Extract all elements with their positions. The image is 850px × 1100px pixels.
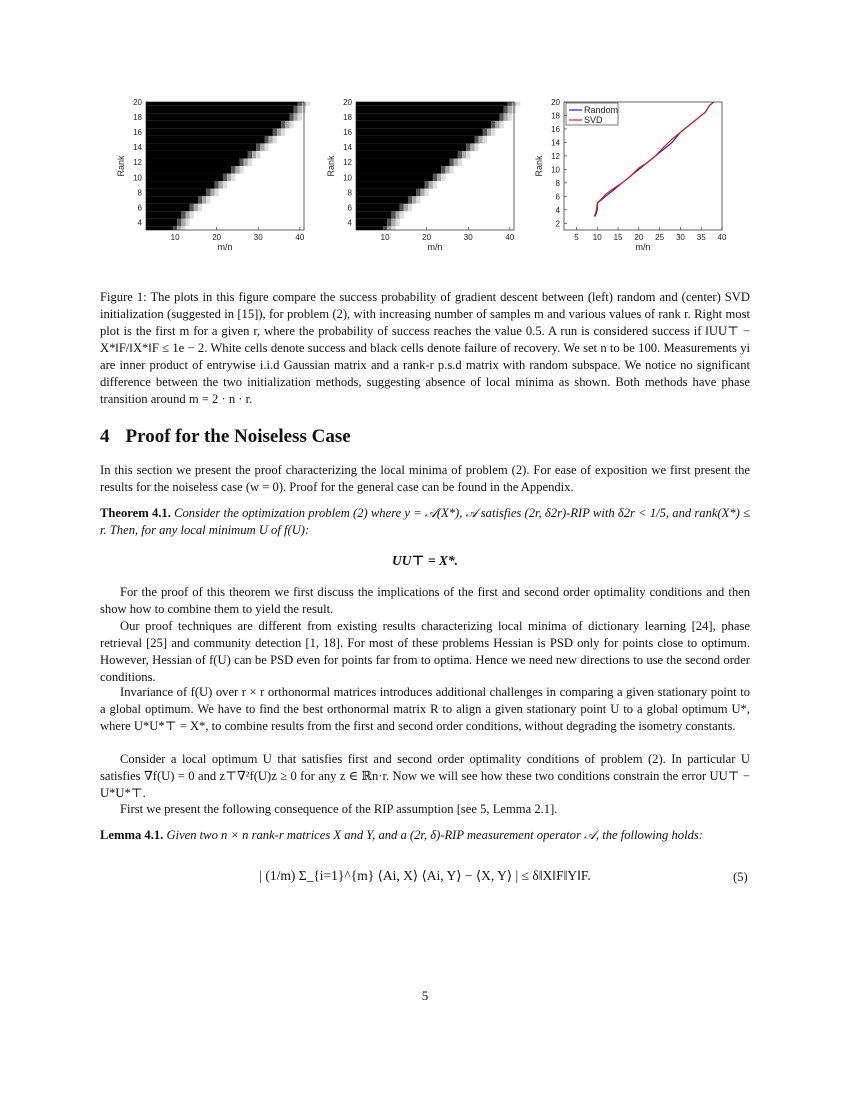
x-tick-label: 35 — [696, 233, 706, 242]
x-tick-label: 40 — [717, 233, 727, 242]
x-tick-label: 20 — [634, 233, 644, 242]
transition-cell — [273, 136, 277, 144]
transition-cell — [215, 181, 219, 189]
heatmap-svd-panel — [322, 96, 527, 261]
transition-cell — [408, 196, 412, 204]
transition-cell — [298, 113, 302, 121]
transition-cell — [244, 158, 248, 166]
failure-cell-row — [356, 226, 383, 230]
transition-cell — [400, 211, 404, 219]
x-tick-label: 20 — [212, 233, 222, 242]
transition-cell — [483, 136, 487, 144]
theorem-equation: UU⊤ = X*. — [391, 553, 459, 568]
failure-cell-row — [146, 113, 289, 121]
transition-cell — [391, 226, 395, 230]
transition-cell — [412, 196, 416, 204]
x-tick-label: 10 — [592, 233, 602, 242]
section-title: Proof for the Noiseless Case — [125, 426, 351, 447]
legend-label: Random — [584, 105, 619, 115]
y-axis-label: Rank — [326, 155, 336, 177]
transition-cell — [177, 226, 181, 230]
failure-cell-row — [356, 102, 508, 106]
transition-cell — [206, 189, 210, 197]
transition-cell — [281, 121, 285, 129]
transition-cell — [198, 204, 202, 212]
transition-cell — [504, 106, 508, 114]
transition-cell — [408, 204, 412, 212]
heatmap-random-panel — [112, 96, 317, 261]
transition-cell — [387, 219, 391, 227]
transition-cell — [433, 181, 437, 189]
legend-label: SVD — [584, 115, 603, 125]
y-tick-label: 14 — [551, 138, 560, 148]
x-tick-label: 20 — [422, 233, 432, 242]
x-tick-label: 10 — [170, 233, 180, 242]
y-tick-label: 6 — [555, 192, 560, 202]
paragraph-2: Our proof techniques are different from existing results characterizing local minima of dictionary learning [24], phase retrieval [25] and community detection [1, 18]. For most of these problems Hessian is PSD only for points close to optimum. However, Hessian of f(U) can be PSD even for points far from to optima. Hence we need new directions to use the second order conditions. — [100, 619, 750, 684]
failure-cell-row — [146, 174, 223, 182]
x-tick-label: 30 — [675, 233, 685, 242]
transition-cell — [416, 196, 420, 204]
transition-cell — [265, 136, 269, 144]
transition-cell — [298, 106, 302, 114]
transition-cell — [475, 136, 479, 144]
failure-cell-row — [356, 121, 491, 129]
failure-cell-row — [356, 181, 425, 189]
transition-cell — [202, 196, 206, 204]
failure-cell-row — [146, 121, 281, 129]
paragraph-5: First we present the following consequence of the RIP assumption [see 5, Lemma 2.1]. — [120, 802, 558, 816]
theorem-label: Theorem 4.1. — [100, 506, 171, 520]
transition-cell — [508, 106, 512, 114]
failure-cell-row — [356, 106, 504, 114]
y-tick-label: 4 — [347, 218, 352, 228]
transition-cell — [190, 211, 194, 219]
transition-cell — [499, 113, 503, 121]
y-tick-label: 18 — [551, 111, 560, 121]
transition-cell — [219, 181, 223, 189]
transition-line-panel — [530, 96, 735, 261]
transition-cell — [400, 204, 404, 212]
transition-cell — [248, 158, 252, 166]
transition-cell — [404, 204, 408, 212]
transition-cell — [186, 211, 190, 219]
failure-cell-row — [146, 136, 265, 144]
transition-cell — [248, 151, 252, 159]
transition-cell — [491, 128, 495, 136]
transition-cell — [479, 136, 483, 144]
failure-cell-row — [146, 102, 298, 106]
failure-cell-row — [356, 219, 387, 227]
y-tick-label: 8 — [555, 178, 560, 188]
transition-cell — [454, 158, 458, 166]
transition-cell — [194, 204, 198, 212]
heatmap-svd — [322, 96, 527, 261]
transition-cell — [273, 128, 277, 136]
transition-cell — [294, 106, 298, 114]
y-tick-label: 12 — [551, 151, 560, 161]
lemma-block — [100, 827, 750, 844]
figure-caption: Figure 1: The plots in this figure compare the success probability of gradient descent between (left) random and (center) SVD initialization (suggested in [15]), for problem (2), with increasing number of samples m and various values of rank r. Right most plot is the first m for a given r, where the probability of success reaches the value 0.5. A run is considered success if ‖UU⊤ − X*‖F/‖X*‖F ≤ 1e − 2. White cells denote success and black cells denote failure of recovery. We set n to be 100. Measurements yi are inner product of entrywise i.i.d Gaussian matrix and a rank-r p.s.d matrix with random subspace. We notice no significant difference between the two initialization methods, suggesting absence of local minima as shown. Both methods have phase transition around m = 2 · n · r. — [100, 290, 750, 406]
transition-cell — [466, 143, 470, 151]
transition-cell — [223, 174, 227, 182]
failure-cell-row — [356, 189, 416, 197]
y-axis-label: Rank — [534, 155, 544, 177]
heatmap-random — [112, 96, 317, 261]
transition-cell — [487, 128, 491, 136]
transition-cell — [458, 151, 462, 159]
transition-cell — [396, 219, 400, 227]
x-tick-label: 30 — [253, 233, 263, 242]
transition-cell — [508, 113, 512, 121]
transition-cell — [235, 166, 239, 174]
paragraph-1: For the proof of this theorem we first discuss the implications of the first and second order optimality conditions and then show how to combine them to yield the result. — [100, 585, 750, 616]
intro-paragraph: In this section we present the proof characterizing the local minima of problem (2). For ease of exposition we first present the results for the noiseless case (w = 0). Proof for the general case can be found in the Appendix. — [100, 463, 750, 494]
x-tick-label: 15 — [613, 233, 623, 242]
transition-cell — [437, 174, 441, 182]
failure-cell-row — [356, 211, 391, 219]
paragraph-3: Invariance of f(U) over r × r orthonormal matrices introduces additional challenges in comparing a given stationary point to a global optimum. We have to find the best orthonormal matrix R to align a given stationary point U to a global optimum U*, where U*U*⊤ = X*, to combine results from the first and second order conditions, without degrading the isometry constants. — [100, 685, 750, 733]
transition-cell — [441, 166, 445, 174]
failure-cell-row — [146, 219, 177, 227]
transition-cell — [387, 226, 391, 230]
transition-cell — [240, 158, 244, 166]
transition-cell — [181, 219, 185, 227]
y-tick-label: 18 — [343, 113, 352, 123]
transition-cell — [516, 102, 520, 106]
page-number: 5 — [421, 988, 429, 1003]
failure-cell-row — [356, 128, 483, 136]
failure-cell-row — [146, 143, 256, 151]
y-tick-label: 18 — [133, 113, 142, 123]
transition-cell — [425, 181, 429, 189]
transition-cell — [231, 174, 235, 182]
y-tick-label: 14 — [133, 143, 142, 153]
failure-cell-row — [356, 143, 466, 151]
failure-cell-row — [146, 211, 181, 219]
transition-cell — [391, 219, 395, 227]
y-tick-label: 8 — [137, 188, 142, 198]
lemma-label: Lemma 4.1. — [100, 828, 164, 842]
transition-cell — [289, 113, 293, 121]
transition-cell — [396, 211, 400, 219]
y-tick-label: 4 — [555, 205, 560, 215]
transition-cell — [391, 211, 395, 219]
x-axis-label: m/n — [427, 242, 443, 252]
transition-cell — [198, 196, 202, 204]
transition-cell — [495, 121, 499, 129]
failure-cell-row — [146, 204, 190, 212]
failure-cell-row — [356, 151, 458, 159]
y-tick-label: 6 — [137, 203, 142, 213]
transition-cell — [445, 166, 449, 174]
failure-cell-row — [356, 196, 408, 204]
transition-cell — [450, 158, 454, 166]
transition-cell — [499, 121, 503, 129]
x-tick-label: 40 — [295, 233, 305, 242]
failure-cell-row — [146, 128, 273, 136]
transition-cell — [458, 158, 462, 166]
lemma-equation: | (1/m) Σ_{i=1}^{m} ⟨Ai, X⟩ ⟨Ai, Y⟩ − ⟨X, Y⟩ | ≤ δ‖X‖F‖Y‖F. — [259, 868, 591, 883]
failure-cell-row — [146, 158, 240, 166]
equation-number: (5) — [733, 870, 748, 884]
transition-cell — [470, 143, 474, 151]
transition-cell — [256, 143, 260, 151]
y-tick-label: 8 — [347, 188, 352, 198]
transition-cell — [285, 121, 289, 129]
transition-cell — [240, 166, 244, 174]
transition-cell — [462, 151, 466, 159]
failure-cell-row — [146, 189, 206, 197]
failure-cell-row — [146, 151, 248, 159]
x-tick-label: 30 — [463, 233, 473, 242]
failure-cell-row — [146, 196, 198, 204]
legend — [566, 103, 618, 125]
section-heading — [100, 426, 351, 448]
failure-cell-row — [146, 106, 294, 114]
transition-cell — [450, 166, 454, 174]
y-tick-label: 10 — [551, 165, 560, 175]
failure-cell-row — [356, 136, 475, 144]
y-tick-label: 2 — [555, 219, 560, 229]
failure-cell-row — [356, 113, 499, 121]
failure-cell-row — [356, 174, 433, 182]
x-tick-label: 25 — [655, 233, 665, 242]
transition-cell — [441, 174, 445, 182]
transition-cell — [277, 128, 281, 136]
transition-cell — [433, 174, 437, 182]
transition-cell — [298, 102, 302, 106]
x-tick-label: 10 — [380, 233, 390, 242]
transition-cell — [425, 189, 429, 197]
transition-cell — [256, 151, 260, 159]
y-axis-label: Rank — [116, 155, 126, 177]
theorem-text: Consider the optimization problem (2) where y = 𝒜(X*), 𝒜 satisfies (2r, δ2r)-RIP with δ2r < 1/5, and rank(X*) ≤ r. Then, for any local minimum U of f(U): — [100, 506, 750, 537]
failure-cell-row — [146, 181, 215, 189]
transition-cell — [504, 113, 508, 121]
transition-cell — [491, 121, 495, 129]
x-axis-label: m/n — [635, 242, 651, 252]
transition-cell — [181, 211, 185, 219]
transition-cell — [294, 113, 298, 121]
transition-cell — [186, 219, 190, 227]
transition-cell — [223, 181, 227, 189]
failure-cell-row — [146, 226, 173, 230]
y-tick-label: 20 — [133, 98, 142, 107]
transition-cell — [215, 189, 219, 197]
transition-cell — [210, 189, 214, 197]
transition-cell — [483, 128, 487, 136]
y-tick-label: 16 — [133, 128, 142, 138]
failure-cell-row — [356, 204, 400, 212]
x-axis-label: m/n — [217, 242, 233, 252]
y-tick-label: 10 — [133, 173, 142, 183]
transition-cell — [466, 151, 470, 159]
transition-cell — [252, 151, 256, 159]
transition-cell — [206, 196, 210, 204]
transition-cell — [260, 143, 264, 151]
transition-cell — [227, 174, 231, 182]
transition-cell — [306, 102, 310, 106]
transition-cell — [289, 121, 293, 129]
y-tick-label: 10 — [343, 173, 352, 183]
transition-cell — [269, 136, 273, 144]
x-tick-label: 40 — [505, 233, 515, 242]
y-tick-label: 4 — [137, 218, 142, 228]
y-tick-label: 20 — [343, 98, 352, 107]
paragraph-4: Consider a local optimum U that satisfies first and second order optimality conditions of problem (2). In particular U satisfies ∇f(U) = 0 and z⊤∇²f(U)z ≥ 0 for any z ∈ ℝn·r. Now we will see how these two conditions constrain the error UU⊤ − U*U*⊤. — [100, 752, 750, 800]
transition-cell — [508, 102, 512, 106]
theorem-block — [100, 505, 750, 539]
y-tick-label: 16 — [551, 124, 560, 134]
transition-cell — [416, 189, 420, 197]
transition-cell — [429, 181, 433, 189]
transition-cell — [231, 166, 235, 174]
transition-line-chart — [530, 96, 735, 261]
y-tick-label: 16 — [343, 128, 352, 138]
y-tick-label: 6 — [347, 203, 352, 213]
transition-cell — [177, 219, 181, 227]
failure-cell-row — [356, 166, 441, 174]
failure-cell-row — [356, 158, 450, 166]
y-tick-label: 12 — [343, 158, 352, 168]
transition-cell — [190, 204, 194, 212]
y-tick-label: 14 — [343, 143, 352, 153]
y-tick-label: 20 — [551, 98, 560, 107]
section-number: 4 — [100, 426, 110, 447]
transition-cell — [265, 143, 269, 151]
lemma-text: Given two n × n rank-r matrices X and Y, and a (2r, δ)-RIP measurement operator 𝒜, the following holds: — [166, 828, 703, 842]
transition-cell — [181, 226, 185, 230]
transition-cell — [475, 143, 479, 151]
transition-cell — [420, 189, 424, 197]
y-tick-label: 12 — [133, 158, 142, 168]
failure-cell-row — [146, 166, 231, 174]
transition-cell — [281, 128, 285, 136]
x-tick-label: 5 — [574, 233, 579, 242]
